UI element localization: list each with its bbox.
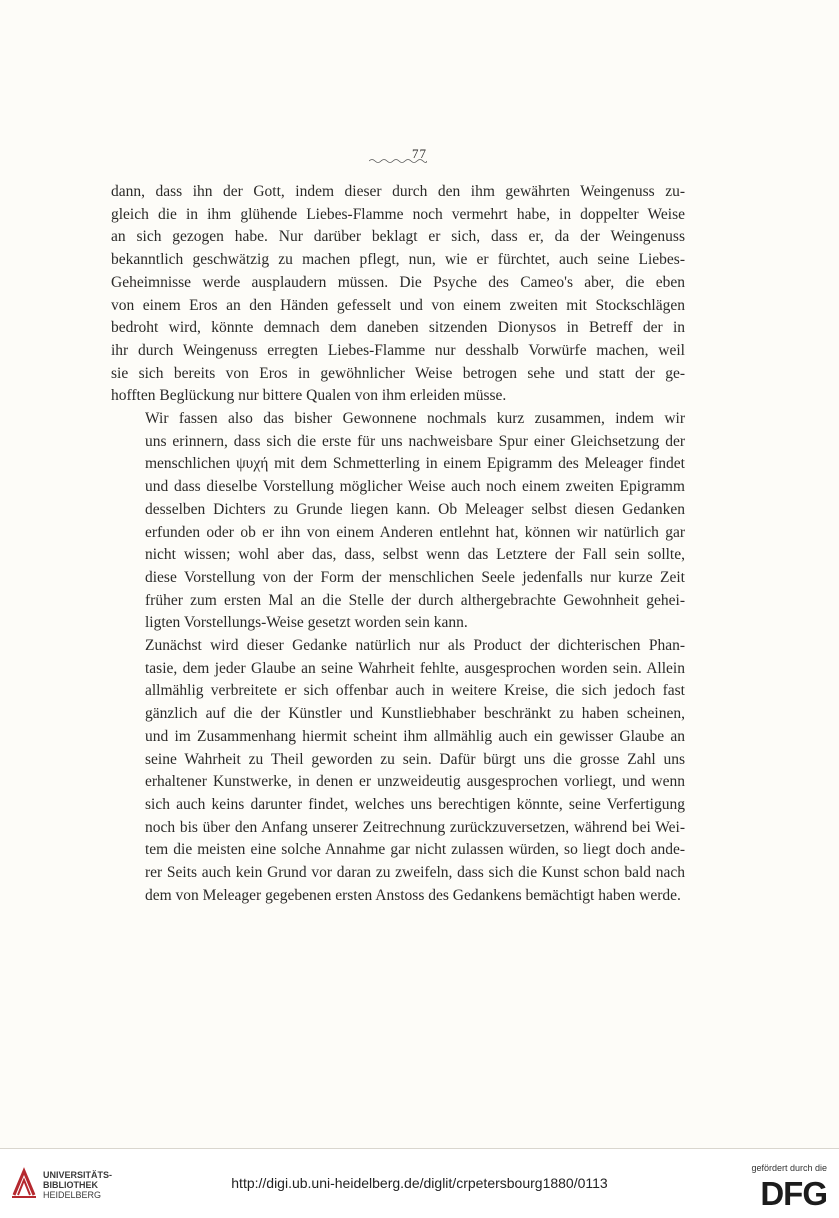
text-line: allmählig verbreitete er sich offenbar auch in weitere Kreise, die sich jedoch fast bbox=[145, 682, 685, 700]
text-line: von einem Eros an den Händen gefesselt und von einem zweiten mit Stockschlägen bbox=[111, 296, 685, 314]
text-line: und dass dieselbe Vorstellung möglicher Weise auch noch einem zweiten Epigramm bbox=[145, 478, 685, 496]
text-line: Wir fassen also das bisher Gewonnene nochmals kurz zusammen, indem wir bbox=[145, 410, 685, 428]
text-line: seine Wahrheit zu Theil geworden zu sein. Dafür bürgt uns die grosse Zahl uns bbox=[145, 750, 685, 768]
text-line: nicht wissen; wohl aber das, dass, selbst wenn das Letztere der Fall sein sollte, bbox=[145, 546, 685, 564]
text-line: desselben Dichters zu Grunde liegen kann. Ob Meleager selbst diesen Gedanken bbox=[145, 500, 685, 518]
paragraph-1 bbox=[111, 181, 685, 408]
text-line: uns erinnern, dass sich die erste für uns nachweisbare Spur einer Gleichsetzung der bbox=[145, 432, 685, 450]
text-line: bedroht wird, könnte demnach dem daneben sitzenden Dionysos in Betreff der in bbox=[111, 319, 685, 337]
text-line: hofften Beglückung nur bittere Qualen von ihm erleiden müsse. bbox=[111, 387, 507, 405]
text-line: ihr durch Weingenuss erregten Liebes-Flamme nur desshalb Vorwürfe machen, weil bbox=[111, 341, 685, 359]
text-line: menschlichen ψυχή mit dem Schmetterling in einem Epigramm des Meleager findet bbox=[145, 455, 685, 473]
body-text bbox=[111, 181, 685, 908]
text-line: früher zum ersten Mal an die Stelle der durch althergebrachte Gewohnheit gehei- bbox=[145, 591, 685, 609]
text-line: tasie, dem jeder Glaube an seine Wahrheit fehlte, ausgesprochen worden sein. Allein bbox=[145, 659, 685, 677]
text-line: diese Vorstellung von der Form der menschlichen Seele jedenfalls nur kurze Zeit bbox=[145, 568, 685, 586]
text-line: gänzlich auf die der Künstler und Kunstliebhaber beschränkt zu haben scheinen, bbox=[145, 705, 685, 723]
text-line: Zunächst wird dieser Gedanke natürlich nur als Product der dichterischen Phan- bbox=[145, 637, 685, 655]
paragraph-3 bbox=[111, 635, 685, 907]
page-number: 77 bbox=[412, 146, 427, 161]
text-line: dann, dass ihn der Gott, indem dieser durch den ihm gewährten Weingenuss zu- bbox=[111, 183, 685, 200]
text-line: tem die meisten eine solche Annahme gar nicht zulassen würden, so liegt doch ande- bbox=[145, 841, 685, 859]
text-line: an sich gezogen habe. Nur darüber beklagt er sich, dass er, da der Weingenuss bbox=[111, 228, 685, 246]
text-line: erhaltener Kunstwerke, in denen er unzweideutig ausgesprochen vorliegt, und wenn bbox=[145, 773, 685, 791]
text-line: sie sich bereits von Eros in gewöhnlicher Weise betrogen sehe und statt der ge- bbox=[111, 364, 685, 382]
text-line: rer Seits auch kein Grund vor daran zu zweifeln, dass sich die Kunst schon bald nach bbox=[145, 864, 685, 882]
library-name-line: HEIDELBERG bbox=[43, 1190, 102, 1200]
text-line: noch bis über den Anfang unserer Zeitrechnung zurückzuversetzen, während bei Wei- bbox=[145, 818, 685, 836]
text-line: bekanntlich geschwätzig zu machen pflegt, nun, wie er fürchtet, auch seine Liebes- bbox=[111, 251, 685, 269]
page-number-ornament bbox=[369, 158, 427, 164]
text-line: dem von Meleager gegebenen ersten Anstoss des Gedankens bemächtigt haben werde. bbox=[145, 886, 681, 904]
library-name-line: BIBLIOTHEK bbox=[43, 1180, 98, 1190]
text-line: sich auch keins darunter findet, welches uns berechtigen könnte, seine Verfertigung bbox=[145, 795, 685, 813]
library-name-line: UNIVERSITÄTS- bbox=[43, 1170, 113, 1180]
text-line: erfunden oder ob er ihn von einem Anderen entlehnt hat, können wir natürlich gar bbox=[145, 523, 685, 541]
text-line: und im Zusammenhang hiermit scheint ihm allmählig auch ein gewisser Glaube an bbox=[145, 727, 685, 745]
paragraph-2 bbox=[111, 408, 685, 635]
text-line: ligten Vorstellungs-Weise gesetzt worden sein kann. bbox=[145, 614, 468, 632]
source-url[interactable]: http://digi.ub.uni-heidelberg.de/diglit/crpetersbourg1880/0113 bbox=[231, 1175, 608, 1191]
funder-caption: gefördert durch die bbox=[751, 1163, 827, 1173]
text-line: gleich die in ihm glühende Liebes-Flamme noch vermehrt habe, in doppelter Weise bbox=[111, 205, 685, 223]
text-line: Geheimnisse werde ausplaudern müssen. Die Psyche des Cameo's aber, die eben bbox=[111, 273, 685, 291]
funder-logo: DFG bbox=[760, 1175, 827, 1212]
